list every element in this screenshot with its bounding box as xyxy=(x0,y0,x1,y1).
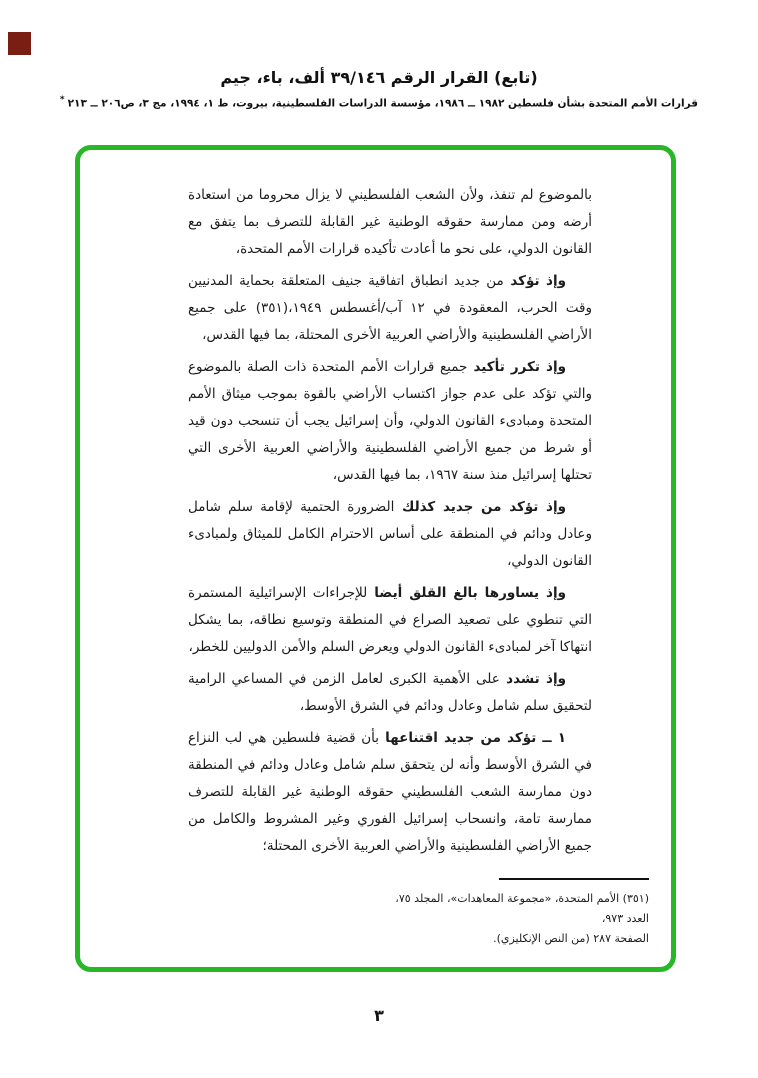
paragraph-lead: وإذ تكرر تأكيد xyxy=(467,359,567,375)
footnote-line-2: الصفحة ٢٨٧ (من النص الإنكليزي). xyxy=(493,932,649,945)
body-paragraph xyxy=(188,580,592,661)
body-paragraph xyxy=(188,666,592,720)
paragraph-lead: وإذ تؤكد xyxy=(503,273,566,289)
paragraph-text: للإجراءات الإسرائيلية المستمرة التي تنطوي على تصعيد الصراع في المنطقة وتوسيع نطاقه، بما يشكل انتهاكا آخر لمبادىء القانون الدولي ويعرض السلم والأمن الدوليين للخطر، xyxy=(188,585,592,655)
document-body xyxy=(188,182,592,865)
paragraph-prefix: ١ ــ xyxy=(536,730,566,746)
body-paragraph xyxy=(188,494,592,575)
subtitle-text: قرارات الأمم المتحدة بشأن فلسطين ١٩٨٢ ــ ١٩٨٦، مؤسسة الدراسات الفلسطينية، بيروت، ط ١، ١٩٩٤، مج ٣، ص٢٠٦ ــ ٢١٣ xyxy=(67,97,699,110)
footnote-divider xyxy=(499,878,649,880)
subtitle-footnote-mark: * xyxy=(59,95,65,105)
paragraph-text: من جديد انطباق اتفاقية جنيف المتعلقة بحماية المدنيين وقت الحرب، المعقودة في ١٢ آب/أغسطس ١٩٤٩،(٣٥١) على جميع الأراضي الفلسطينية والأراضي العربية الأخرى المحتلة، بما فيها القدس، xyxy=(188,273,592,343)
corner-mark xyxy=(8,32,31,55)
content-frame xyxy=(75,145,676,972)
body-paragraph xyxy=(188,354,592,489)
paragraph-lead: وإذ تشدد xyxy=(499,671,566,687)
footnote xyxy=(394,878,649,949)
paragraph-text: على الأهمية الكبرى لعامل الزمن في المساعي الرامية لتحقيق سلم شامل وعادل ودائم في الشرق الأوسط، xyxy=(188,671,592,714)
paragraph-lead: وإذ يساورها بالغ القلق أيضا xyxy=(367,585,566,601)
page-subtitle xyxy=(0,95,758,110)
paragraph-lead: تؤكد من جديد اقتناعها xyxy=(379,730,537,746)
paragraph-lead: وإذ تؤكد من جديد كذلك xyxy=(394,499,566,515)
paragraph-text: جميع قرارات الأمم المتحدة ذات الصلة بالموضوع والتي تؤكد على عدم جواز اكتساب الأراضي بالقوة بموجب ميثاق الأمم المتحدة ومبادىء القانون الدولي، وأن إسرائيل يجب أن تنسحب دون قيد أو شرط من جميع الأراضي الفلسطينية والأراضي العربية الأخرى التي تحتلها إسرائيل منذ سنة ١٩٦٧، بما فيها القدس، xyxy=(188,359,592,483)
document-header xyxy=(0,68,758,110)
paragraph-text: بأن قضية فلسطين هي لب النزاع في الشرق الأوسط وأنه لن يتحقق سلم شامل وعادل ودائم في المنطقة دون ممارسة الشعب الفلسطيني حقوقه الوطنية غير القابلة للتصرف ممارسة تامة، وانسحاب إسرائيل الفوري وغير المشروط والكامل من جميع الأراضي الفلسطينية والأراضي العربية الأخرى المحتلة؛ xyxy=(188,730,592,854)
paragraph-text: بالموضوع لم تنفذ، ولأن الشعب الفلسطيني لا يزال محروما من استعادة أرضه ومن ممارسة حقوقه الوطنية غير القابلة للتصرف بما يتفق مع القانون الدولي، على نحو ما أعادت تأكيده قرارات الأمم المتحدة، xyxy=(188,187,592,257)
footnote-line-1: (٣٥١) الأمم المتحدة، «مجموعة المعاهدات»، المجلد ٧٥، العدد ٩٧٣، xyxy=(395,892,649,925)
paragraph-text: الضرورة الحتمية لإقامة سلم شامل وعادل ودائم في المنطقة على أساس الاحترام الكامل للميثاق ولمبادىء القانون الدولي، xyxy=(188,499,592,569)
page-number: ٣ xyxy=(374,1006,384,1025)
body-paragraph xyxy=(188,268,592,349)
body-paragraph xyxy=(188,725,592,860)
body-paragraph xyxy=(188,182,592,263)
page-title: (تابع) القرار الرقم ٣٩/١٤٦ ألف، باء، جيم xyxy=(220,68,538,87)
